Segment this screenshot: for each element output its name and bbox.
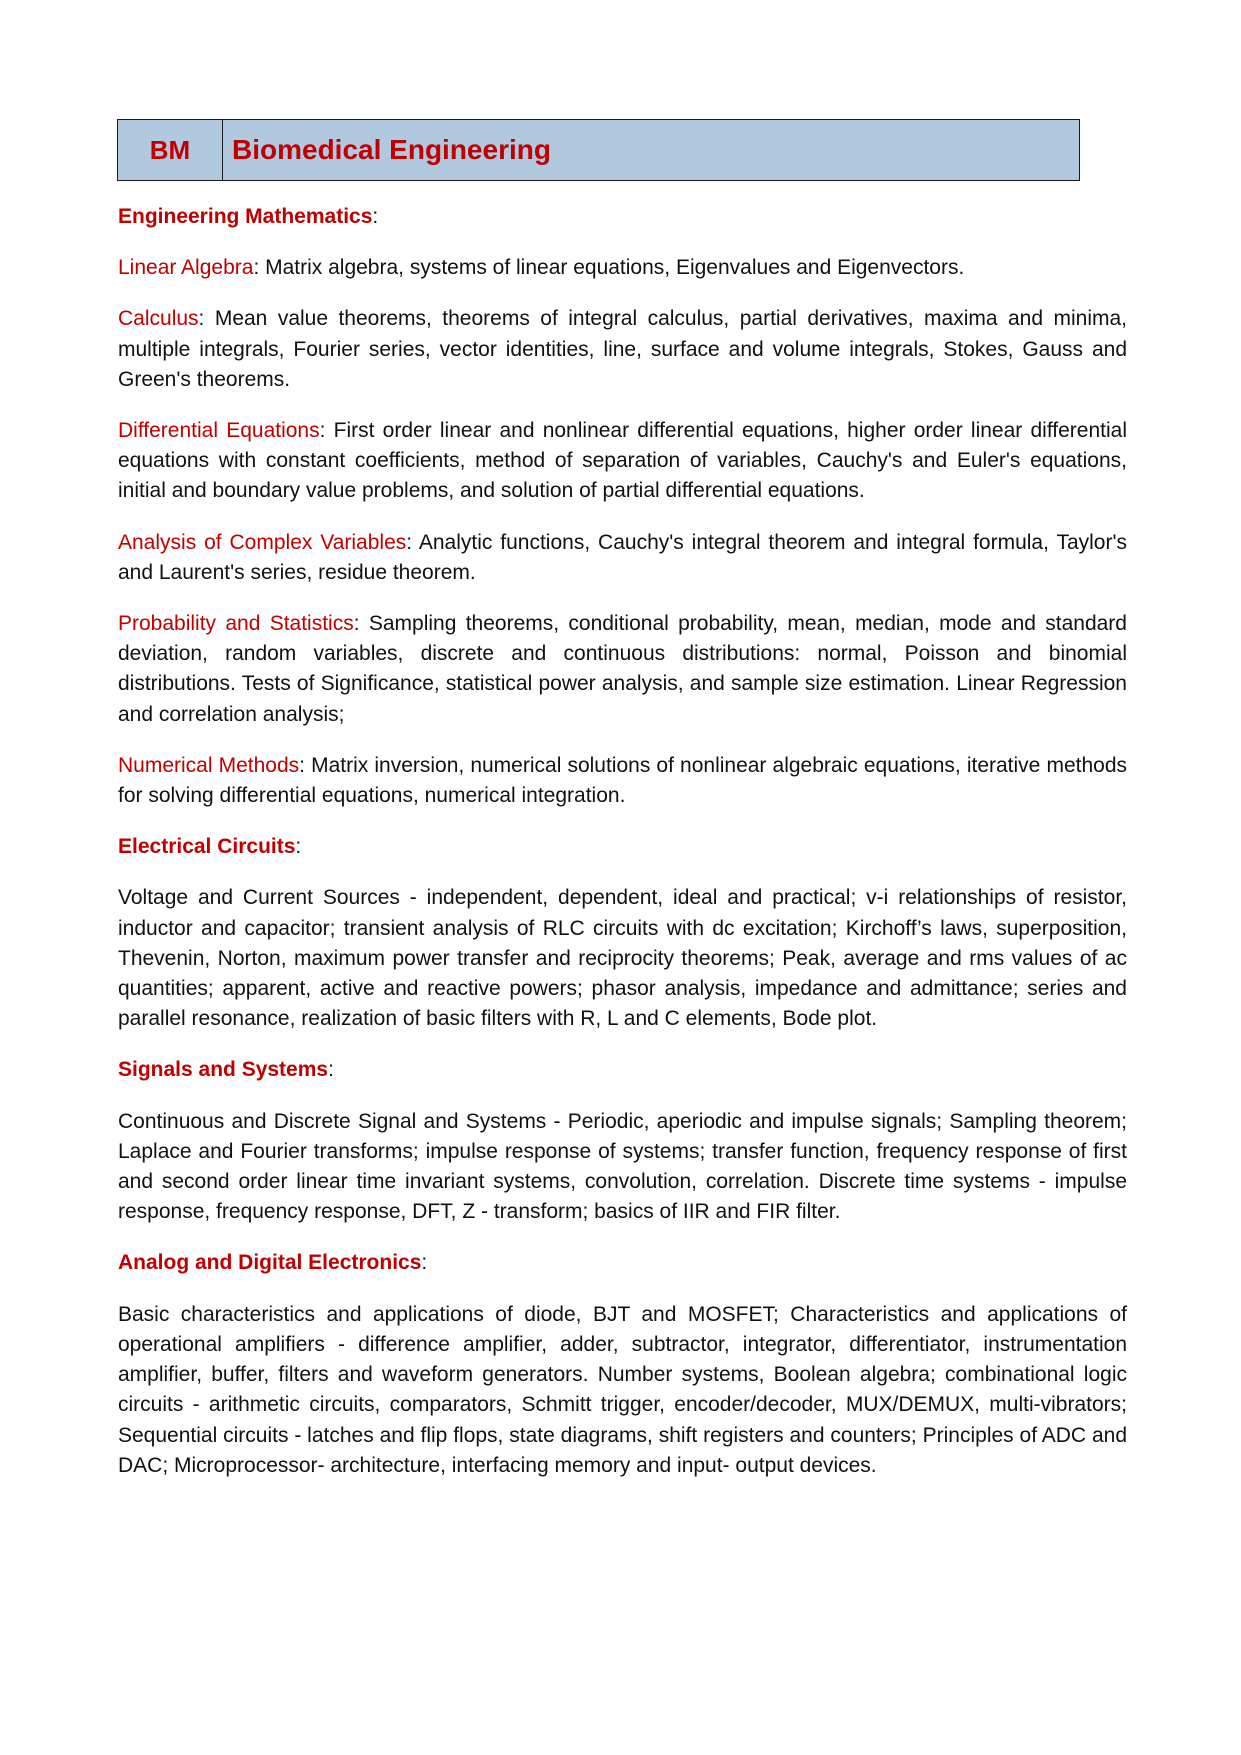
topic-label: Numerical Methods	[118, 753, 300, 777]
section-heading-text: Signals and Systems	[118, 1058, 329, 1082]
section-heading-analog-digital: Analog and Digital Electronics:	[118, 1251, 428, 1275]
section-body-electrical-circuits: Voltage and Current Sources - independent, dependent, ideal and practical; v-i relationships of resistor, inductor and capacitor; transient analysis of RLC circuits with dc excitation; Kirchoff’s laws, superposition, Thevenin, Norton, maximum power transfer and reciprocity theorems; Peak, average and rms values of ac quantities; apparent, active and reactive powers; phasor analysis, impedance and admittance; series and parallel resonance, realization of basic filters with R, L and C elements, Bode plot.	[118, 886, 1127, 1031]
topic-complex-variables	[118, 528, 1127, 588]
topic-description: : Sampling theorems, conditional probability, mean, median, mode and standard deviation, random variables, discrete and continuous distributions: normal, Poisson and binomial distributions. Tests of Significance, statistical power analysis, and sample size estimation. Linear Regression and correlation analysis;	[118, 612, 1127, 726]
topic-label: Analysis of Complex Variables	[118, 530, 407, 554]
topic-description: : Matrix inversion, numerical solutions of nonlinear algebraic equations, iterative methods for solving differential equations, numerical integration.	[118, 753, 1127, 808]
topic-differential-equations	[118, 416, 1127, 507]
topic-numerical-methods	[118, 751, 1127, 811]
section-heading-engineering-mathematics: Engineering Mathematics:	[118, 205, 379, 228]
topic-calculus	[118, 304, 1127, 395]
topic-probability-statistics	[118, 609, 1127, 730]
subject-title: Biomedical Engineering	[232, 134, 551, 165]
section-body-analog-digital: Basic characteristics and applications of diode, BJT and MOSFET; Characteristics and applications of operational amplifiers - difference amplifier, adder, subtractor, integrator, differentiator, instrumentation amplifier, buffer, filters and waveform generators. Number systems, Boolean algebra; combinational logic circuits - arithmetic circuits, comparators, Schmitt trigger, encoder/decoder, MUX/DEMUX, multi-vibrators; Sequential circuits - latches and flip flops, state diagrams, shift registers and counters; Principles of ADC and DAC; Microprocessor- architecture, interfacing memory and input- output devices.	[118, 1302, 1127, 1477]
section-heading-text: Analog and Digital Electronics	[118, 1251, 422, 1275]
topic-description: : First order linear and nonlinear differential equations, higher order linear differential equations with constant coefficients, method of separation of variables, Cauchy's and Euler's equations, initial and boundary value problems, and solution of partial differential equations.	[118, 419, 1127, 503]
section-body-signals-systems: Continuous and Discrete Signal and Systems - Periodic, aperiodic and impulse signals; Sampling theorem; Laplace and Fourier transforms; impulse response of systems; transfer function, frequency response of first and second order linear time invariant systems, convolution, correlation. Discrete time systems - impulse response, frequency response, DFT, Z - transform; basics of IIR and FIR filter.	[118, 1109, 1127, 1224]
topic-label: Differential Equations	[118, 419, 320, 443]
section-heading-text: Engineering Mathematics	[118, 205, 373, 228]
syllabus-content	[118, 202, 1127, 1502]
topic-label: Probability and Statistics	[118, 612, 354, 636]
subject-header	[117, 119, 1080, 181]
topic-linear-algebra	[118, 253, 1127, 283]
section-heading-electrical-circuits: Electrical Circuits:	[118, 835, 302, 859]
section-heading-signals-systems: Signals and Systems:	[118, 1058, 334, 1082]
section-heading-text: Electrical Circuits	[118, 835, 296, 859]
topic-label: Linear Algebra	[118, 256, 254, 280]
topic-description: : Matrix algebra, systems of linear equations, Eigenvalues and Eigenvectors.	[253, 256, 965, 280]
topic-label: Calculus	[118, 307, 199, 331]
topic-description: : Mean value theorems, theorems of integral calculus, partial derivatives, maxima and minima, multiple integrals, Fourier series, vector identities, line, surface and volume integrals, Stokes, Gauss and Green's theorems.	[118, 307, 1127, 391]
topic-description: : Analytic functions, Cauchy's integral theorem and integral formula, Taylor's and Laurent's series, residue theorem.	[118, 530, 1127, 584]
subject-code: BM	[118, 120, 223, 180]
